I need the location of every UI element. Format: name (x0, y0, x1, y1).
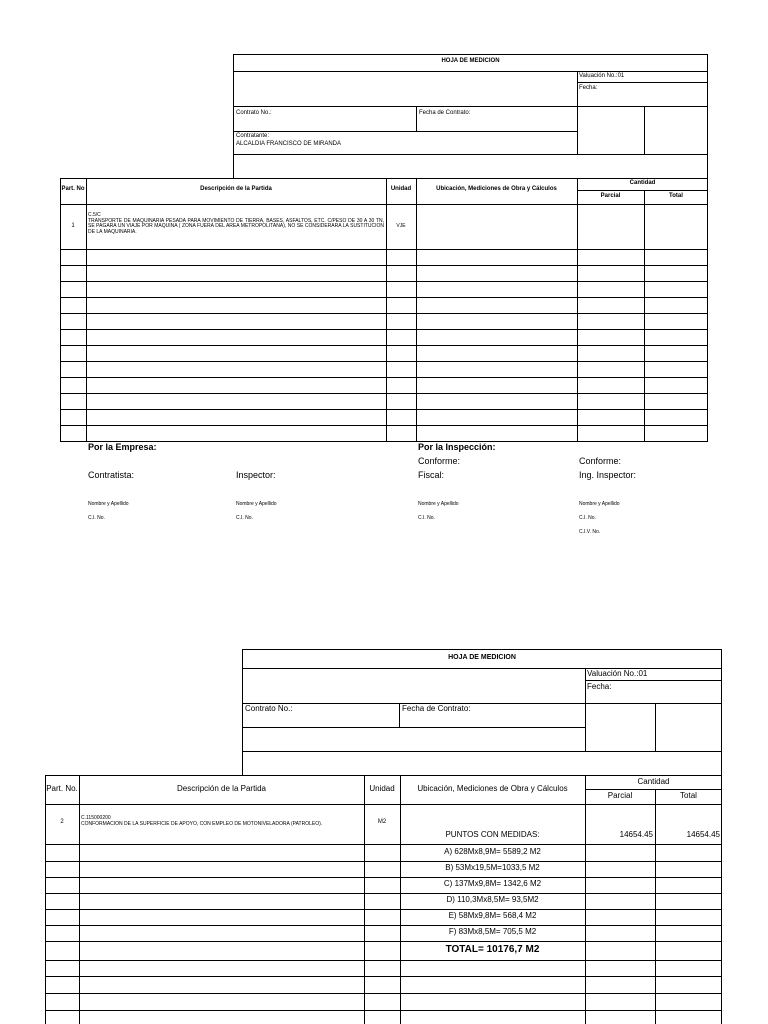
conforme-fiscal-label: Conforme: (418, 456, 461, 466)
item-description: TRANSPORTE DE MAQUINARIA PESADA PARA MOVIMIENTO DE TIERRA, BASES, ASFALTOS, ETC. C/PESO DE 30 A 30 TN, SE PAGARA UN VIAJE POR MAQUINA ( ZONA FUERA DEL AREA METROPOLITANA), NO SE CONSIDERARA LA SUSTITUCION DE LA MAQUINARIA. (88, 218, 384, 235)
column-header-parcial: Parcial (607, 791, 633, 800)
column-header-parcial: Parcial (600, 193, 621, 199)
valuacion-number: Valuación No.:01 (587, 669, 648, 678)
item-unidad: M2 (377, 819, 387, 825)
item-parcial: 14654.45 (619, 830, 653, 839)
puntos-con-medidas: PUNTOS CON MEDIDAS: (445, 830, 540, 839)
column-header-unidad: Unidad (390, 186, 412, 192)
ing-inspector-nombre-apellido: Nombre y Apellido (579, 501, 620, 507)
por-la-inspeccion-label: Por la Inspección: (418, 442, 496, 452)
measurement-line: E) 58Mx9,8M= 568,4 M2 (448, 911, 537, 920)
contrato-number-label: Contrato No.: (236, 110, 272, 116)
column-header-cantidad: Cantidad (637, 777, 670, 786)
column-header-part-no: Part. No (61, 186, 85, 192)
contratante-label: Contratante: (236, 133, 270, 139)
item-part-number: 1 (71, 223, 75, 229)
fecha-label: Fecha: (587, 682, 612, 691)
measurement-line: A) 628Mx8,9M= 5589,2 M2 (444, 847, 541, 856)
inspector-label: Inspector: (236, 470, 276, 480)
measurement-total: TOTAL= 10176,7 M2 (445, 944, 540, 955)
valuacion-number: Valuación No.:01 (579, 73, 625, 79)
ing-inspector-label: Ing. Inspector: (579, 470, 637, 480)
item-total: 14654.45 (686, 830, 720, 839)
column-header-cantidad: Cantidad (629, 180, 656, 186)
contratista-label: Contratista: (88, 470, 135, 480)
measurement-line: C) 137Mx9,8M= 1342,6 M2 (443, 879, 542, 888)
item-code: C.5/C (88, 212, 101, 218)
item-code: C.115000200 (81, 815, 111, 821)
sheet-title: HOJA DE MEDICION (441, 58, 500, 64)
inspector-nombre-apellido: Nombre y Apellido (236, 501, 277, 507)
measurement-line: D) 110,3Mx8,5M= 93,5M2 (446, 895, 539, 904)
fecha-contrato-label: Fecha de Contrato: (419, 110, 471, 116)
item-part-number: 2 (60, 819, 64, 825)
column-header-total: Total (680, 791, 697, 800)
conforme-inspector-label: Conforme: (579, 456, 622, 466)
measurement-line: B) 53Mx19,5M=1033,5 M2 (445, 863, 540, 872)
fecha-label: Fecha: (579, 85, 598, 91)
column-header-part-no: Part. No. (46, 784, 78, 793)
column-header-ubicacion: Ubicación, Mediciones de Obra y Cálculos (436, 186, 557, 192)
contratista-nombre-apellido: Nombre y Apellido (88, 501, 129, 507)
fiscal-label: Fiscal: (418, 470, 445, 480)
column-header-total: Total (669, 193, 683, 199)
ing-inspector-civ: C.I.V. No. (579, 529, 601, 535)
item-description: CONFORMACION DE LA SUPERFICIE DE APOYO, CON EMPLEO DE MOTONIVELADORA (PATROLEO). (81, 821, 323, 827)
measurement-line: F) 83Mx8,5M= 705,5 M2 (448, 927, 537, 936)
column-header-descripcion: Descripción de la Partida (200, 186, 272, 192)
sheet-title: HOJA DE MEDICION (448, 654, 516, 661)
contrato-number-label: Contrato No.: (245, 704, 293, 713)
inspector-ci: C.I. No. (236, 515, 253, 521)
fiscal-ci: C.I. No. (418, 515, 435, 521)
contratante-value: ALCALDIA FRANCISCO DE MIRANDA (236, 141, 342, 147)
item-unidad: VJE (396, 223, 406, 229)
ing-inspector-ci: C.I. No. (579, 515, 596, 521)
column-header-ubicacion: Ubicación, Mediciones de Obra y Cálculos (417, 784, 568, 793)
column-header-descripcion: Descripción de la Partida (177, 784, 266, 793)
fiscal-nombre-apellido: Nombre y Apellido (418, 501, 459, 507)
column-header-unidad: Unidad (369, 784, 395, 793)
por-la-empresa-label: Por la Empresa: (88, 442, 157, 452)
fecha-contrato-label: Fecha de Contrato: (402, 704, 471, 713)
contratista-ci: C.I. No. (88, 515, 105, 521)
